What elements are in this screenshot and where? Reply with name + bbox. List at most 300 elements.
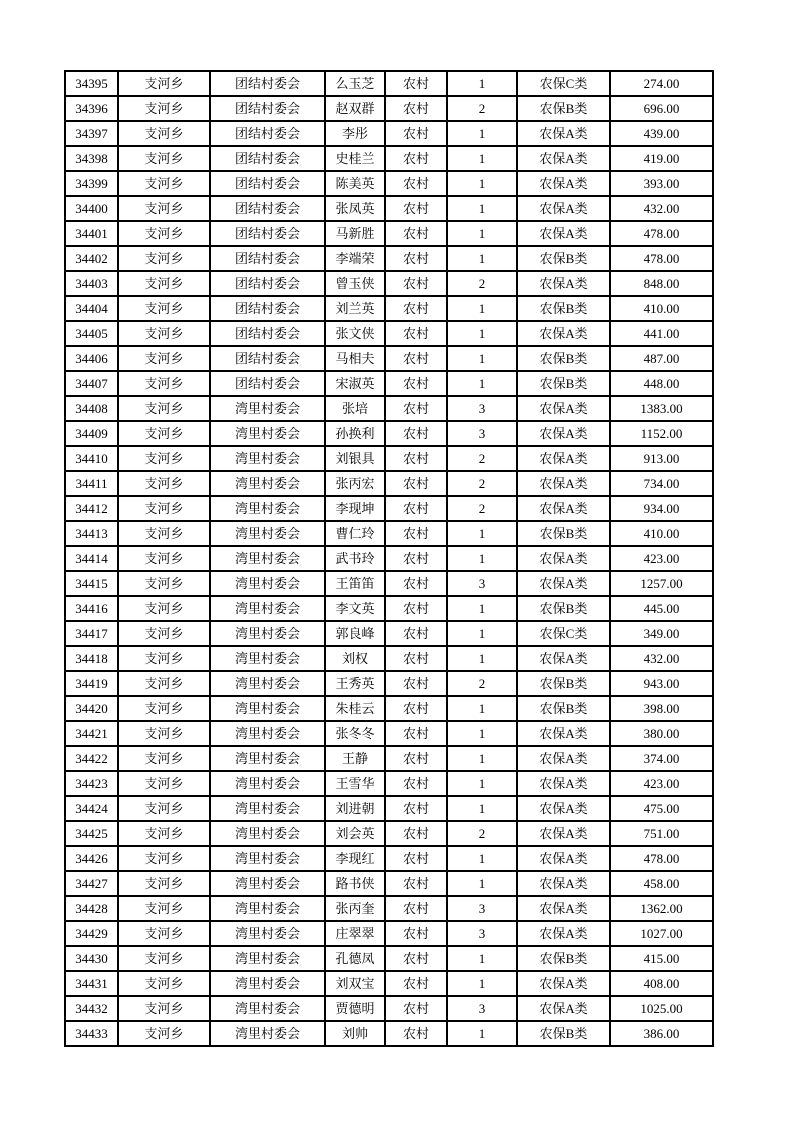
table-row (65, 321, 713, 346)
seq-cell: 34403 (65, 271, 118, 296)
table-row (65, 221, 713, 246)
seq-cell: 34396 (65, 96, 118, 121)
table-row (65, 521, 713, 546)
amount-cell: 1152.00 (610, 421, 713, 446)
seq-cell: 34431 (65, 971, 118, 996)
person-name-cell: 陈美英 (325, 171, 385, 196)
township-cell: 支河乡 (118, 421, 210, 446)
township-cell: 支河乡 (118, 546, 210, 571)
count-cell: 1 (447, 596, 517, 621)
seq-cell: 34399 (65, 171, 118, 196)
table-row (65, 696, 713, 721)
insurance-category-cell: 农保A类 (517, 421, 610, 446)
amount-cell: 848.00 (610, 271, 713, 296)
seq-cell: 34429 (65, 921, 118, 946)
residence-type-cell: 农村 (385, 296, 447, 321)
seq-cell: 34401 (65, 221, 118, 246)
township-cell: 支河乡 (118, 746, 210, 771)
person-name-cell: 张凤英 (325, 196, 385, 221)
amount-cell: 410.00 (610, 296, 713, 321)
table-row (65, 146, 713, 171)
table-row (65, 246, 713, 271)
amount-cell: 441.00 (610, 321, 713, 346)
village-committee-cell: 湾里村委会 (210, 421, 325, 446)
table-row (65, 1021, 713, 1046)
township-cell: 支河乡 (118, 396, 210, 421)
insurance-category-cell: 农保B类 (517, 596, 610, 621)
village-committee-cell: 团结村委会 (210, 171, 325, 196)
insurance-category-cell: 农保B类 (517, 696, 610, 721)
count-cell: 1 (447, 621, 517, 646)
amount-cell: 419.00 (610, 146, 713, 171)
table-row (65, 171, 713, 196)
count-cell: 3 (447, 996, 517, 1021)
count-cell: 2 (447, 496, 517, 521)
person-name-cell: 张培 (325, 396, 385, 421)
seq-cell: 34426 (65, 846, 118, 871)
amount-cell: 432.00 (610, 196, 713, 221)
village-committee-cell: 湾里村委会 (210, 446, 325, 471)
table-row (65, 421, 713, 446)
amount-cell: 751.00 (610, 821, 713, 846)
insurance-category-cell: 农保B类 (517, 1021, 610, 1046)
count-cell: 1 (447, 646, 517, 671)
insurance-category-cell: 农保A类 (517, 396, 610, 421)
count-cell: 1 (447, 871, 517, 896)
amount-cell: 374.00 (610, 746, 713, 771)
village-committee-cell: 湾里村委会 (210, 471, 325, 496)
township-cell: 支河乡 (118, 146, 210, 171)
residence-type-cell: 农村 (385, 446, 447, 471)
seq-cell: 34398 (65, 146, 118, 171)
insurance-category-cell: 农保A类 (517, 846, 610, 871)
person-name-cell: 史桂兰 (325, 146, 385, 171)
residence-type-cell: 农村 (385, 946, 447, 971)
residence-type-cell: 农村 (385, 421, 447, 446)
village-committee-cell: 团结村委会 (210, 246, 325, 271)
township-cell: 支河乡 (118, 221, 210, 246)
township-cell: 支河乡 (118, 946, 210, 971)
person-name-cell: 李彤 (325, 121, 385, 146)
amount-cell: 445.00 (610, 596, 713, 621)
residence-type-cell: 农村 (385, 696, 447, 721)
amount-cell: 734.00 (610, 471, 713, 496)
insurance-category-cell: 农保A类 (517, 496, 610, 521)
amount-cell: 1362.00 (610, 896, 713, 921)
person-name-cell: 李文英 (325, 596, 385, 621)
amount-cell: 415.00 (610, 946, 713, 971)
seq-cell: 34413 (65, 521, 118, 546)
seq-cell: 34411 (65, 471, 118, 496)
village-committee-cell: 湾里村委会 (210, 621, 325, 646)
person-name-cell: 曾玉侠 (325, 271, 385, 296)
seq-cell: 34422 (65, 746, 118, 771)
insurance-category-cell: 农保B类 (517, 96, 610, 121)
count-cell: 3 (447, 421, 517, 446)
amount-cell: 478.00 (610, 846, 713, 871)
table-row (65, 921, 713, 946)
count-cell: 2 (447, 471, 517, 496)
person-name-cell: 赵双群 (325, 96, 385, 121)
insurance-category-cell: 农保A类 (517, 646, 610, 671)
residence-type-cell: 农村 (385, 571, 447, 596)
person-name-cell: 庄翠翠 (325, 921, 385, 946)
residence-type-cell: 农村 (385, 1021, 447, 1046)
amount-cell: 934.00 (610, 496, 713, 521)
residence-type-cell: 农村 (385, 646, 447, 671)
count-cell: 1 (447, 546, 517, 571)
table-row (65, 721, 713, 746)
township-cell: 支河乡 (118, 121, 210, 146)
insurance-category-cell: 农保A类 (517, 996, 610, 1021)
residence-type-cell: 农村 (385, 921, 447, 946)
table-row (65, 496, 713, 521)
person-name-cell: 马新胜 (325, 221, 385, 246)
village-committee-cell: 湾里村委会 (210, 546, 325, 571)
table-row (65, 471, 713, 496)
township-cell: 支河乡 (118, 671, 210, 696)
person-name-cell: 么玉芝 (325, 71, 385, 96)
amount-cell: 1257.00 (610, 571, 713, 596)
township-cell: 支河乡 (118, 646, 210, 671)
person-name-cell: 刘双宝 (325, 971, 385, 996)
insurance-category-cell: 农保A类 (517, 896, 610, 921)
pension-roster-table (64, 70, 714, 1047)
seq-cell: 34415 (65, 571, 118, 596)
person-name-cell: 孙换利 (325, 421, 385, 446)
township-cell: 支河乡 (118, 96, 210, 121)
insurance-category-cell: 农保A类 (517, 871, 610, 896)
township-cell: 支河乡 (118, 971, 210, 996)
township-cell: 支河乡 (118, 296, 210, 321)
residence-type-cell: 农村 (385, 546, 447, 571)
village-committee-cell: 团结村委会 (210, 346, 325, 371)
count-cell: 3 (447, 896, 517, 921)
residence-type-cell: 农村 (385, 996, 447, 1021)
seq-cell: 34395 (65, 71, 118, 96)
table-row (65, 671, 713, 696)
count-cell: 1 (447, 121, 517, 146)
person-name-cell: 李现红 (325, 846, 385, 871)
residence-type-cell: 农村 (385, 321, 447, 346)
count-cell: 1 (447, 171, 517, 196)
village-committee-cell: 团结村委会 (210, 71, 325, 96)
person-name-cell: 孔德凤 (325, 946, 385, 971)
village-committee-cell: 湾里村委会 (210, 846, 325, 871)
township-cell: 支河乡 (118, 996, 210, 1021)
insurance-category-cell: 农保C类 (517, 71, 610, 96)
person-name-cell: 王秀英 (325, 671, 385, 696)
amount-cell: 696.00 (610, 96, 713, 121)
amount-cell: 439.00 (610, 121, 713, 146)
amount-cell: 1025.00 (610, 996, 713, 1021)
count-cell: 1 (447, 71, 517, 96)
village-committee-cell: 湾里村委会 (210, 696, 325, 721)
count-cell: 1 (447, 196, 517, 221)
table-row (65, 546, 713, 571)
person-name-cell: 刘兰英 (325, 296, 385, 321)
count-cell: 1 (447, 346, 517, 371)
residence-type-cell: 农村 (385, 746, 447, 771)
residence-type-cell: 农村 (385, 621, 447, 646)
insurance-category-cell: 农保B类 (517, 521, 610, 546)
village-committee-cell: 团结村委会 (210, 371, 325, 396)
residence-type-cell: 农村 (385, 371, 447, 396)
amount-cell: 1383.00 (610, 396, 713, 421)
person-name-cell: 王雪华 (325, 771, 385, 796)
table-row (65, 946, 713, 971)
amount-cell: 478.00 (610, 246, 713, 271)
count-cell: 1 (447, 296, 517, 321)
table-row (65, 121, 713, 146)
village-committee-cell: 湾里村委会 (210, 646, 325, 671)
insurance-category-cell: 农保A类 (517, 571, 610, 596)
seq-cell: 34400 (65, 196, 118, 221)
insurance-category-cell: 农保B类 (517, 296, 610, 321)
township-cell: 支河乡 (118, 321, 210, 346)
amount-cell: 913.00 (610, 446, 713, 471)
person-name-cell: 刘进朝 (325, 796, 385, 821)
amount-cell: 448.00 (610, 371, 713, 396)
village-committee-cell: 团结村委会 (210, 96, 325, 121)
person-name-cell: 王静 (325, 746, 385, 771)
village-committee-cell: 团结村委会 (210, 146, 325, 171)
residence-type-cell: 农村 (385, 796, 447, 821)
township-cell: 支河乡 (118, 771, 210, 796)
amount-cell: 423.00 (610, 546, 713, 571)
township-cell: 支河乡 (118, 521, 210, 546)
insurance-category-cell: 农保A类 (517, 821, 610, 846)
village-committee-cell: 团结村委会 (210, 296, 325, 321)
person-name-cell: 刘银具 (325, 446, 385, 471)
table-row (65, 346, 713, 371)
amount-cell: 393.00 (610, 171, 713, 196)
insurance-category-cell: 农保A类 (517, 921, 610, 946)
township-cell: 支河乡 (118, 446, 210, 471)
count-cell: 1 (447, 971, 517, 996)
amount-cell: 475.00 (610, 796, 713, 821)
table-row (65, 771, 713, 796)
seq-cell: 34406 (65, 346, 118, 371)
seq-cell: 34402 (65, 246, 118, 271)
residence-type-cell: 农村 (385, 971, 447, 996)
village-committee-cell: 湾里村委会 (210, 921, 325, 946)
residence-type-cell: 农村 (385, 496, 447, 521)
village-committee-cell: 湾里村委会 (210, 396, 325, 421)
count-cell: 1 (447, 146, 517, 171)
insurance-category-cell: 农保A类 (517, 321, 610, 346)
residence-type-cell: 农村 (385, 146, 447, 171)
residence-type-cell: 农村 (385, 396, 447, 421)
count-cell: 3 (447, 396, 517, 421)
insurance-category-cell: 农保A类 (517, 171, 610, 196)
township-cell: 支河乡 (118, 246, 210, 271)
residence-type-cell: 农村 (385, 671, 447, 696)
township-cell: 支河乡 (118, 621, 210, 646)
count-cell: 1 (447, 746, 517, 771)
insurance-category-cell: 农保A类 (517, 746, 610, 771)
village-committee-cell: 湾里村委会 (210, 496, 325, 521)
township-cell: 支河乡 (118, 821, 210, 846)
seq-cell: 34423 (65, 771, 118, 796)
township-cell: 支河乡 (118, 346, 210, 371)
amount-cell: 487.00 (610, 346, 713, 371)
count-cell: 2 (447, 821, 517, 846)
residence-type-cell: 农村 (385, 846, 447, 871)
count-cell: 1 (447, 846, 517, 871)
roster-table-body (65, 71, 713, 1046)
table-row (65, 746, 713, 771)
seq-cell: 34428 (65, 896, 118, 921)
residence-type-cell: 农村 (385, 821, 447, 846)
seq-cell: 34417 (65, 621, 118, 646)
amount-cell: 943.00 (610, 671, 713, 696)
insurance-category-cell: 农保A类 (517, 471, 610, 496)
insurance-category-cell: 农保A类 (517, 971, 610, 996)
count-cell: 2 (447, 446, 517, 471)
person-name-cell: 郭良峰 (325, 621, 385, 646)
township-cell: 支河乡 (118, 371, 210, 396)
count-cell: 2 (447, 271, 517, 296)
residence-type-cell: 农村 (385, 271, 447, 296)
person-name-cell: 宋淑英 (325, 371, 385, 396)
count-cell: 1 (447, 796, 517, 821)
seq-cell: 34418 (65, 646, 118, 671)
village-committee-cell: 湾里村委会 (210, 771, 325, 796)
seq-cell: 34432 (65, 996, 118, 1021)
township-cell: 支河乡 (118, 596, 210, 621)
residence-type-cell: 农村 (385, 721, 447, 746)
township-cell: 支河乡 (118, 196, 210, 221)
insurance-category-cell: 农保A类 (517, 146, 610, 171)
amount-cell: 423.00 (610, 771, 713, 796)
village-committee-cell: 湾里村委会 (210, 571, 325, 596)
residence-type-cell: 农村 (385, 121, 447, 146)
seq-cell: 34414 (65, 546, 118, 571)
amount-cell: 410.00 (610, 521, 713, 546)
seq-cell: 34416 (65, 596, 118, 621)
township-cell: 支河乡 (118, 846, 210, 871)
seq-cell: 34404 (65, 296, 118, 321)
seq-cell: 34397 (65, 121, 118, 146)
residence-type-cell: 农村 (385, 96, 447, 121)
township-cell: 支河乡 (118, 696, 210, 721)
person-name-cell: 张冬冬 (325, 721, 385, 746)
insurance-category-cell: 农保A类 (517, 446, 610, 471)
seq-cell: 34427 (65, 871, 118, 896)
insurance-category-cell: 农保A类 (517, 721, 610, 746)
residence-type-cell: 农村 (385, 346, 447, 371)
person-name-cell: 贾德明 (325, 996, 385, 1021)
township-cell: 支河乡 (118, 796, 210, 821)
seq-cell: 34419 (65, 671, 118, 696)
table-row (65, 96, 713, 121)
village-committee-cell: 湾里村委会 (210, 971, 325, 996)
village-committee-cell: 团结村委会 (210, 271, 325, 296)
count-cell: 2 (447, 671, 517, 696)
amount-cell: 386.00 (610, 1021, 713, 1046)
count-cell: 3 (447, 571, 517, 596)
village-committee-cell: 湾里村委会 (210, 821, 325, 846)
residence-type-cell: 农村 (385, 596, 447, 621)
village-committee-cell: 湾里村委会 (210, 746, 325, 771)
count-cell: 1 (447, 946, 517, 971)
count-cell: 1 (447, 1021, 517, 1046)
person-name-cell: 曹仁玲 (325, 521, 385, 546)
person-name-cell: 张丙奎 (325, 896, 385, 921)
seq-cell: 34405 (65, 321, 118, 346)
person-name-cell: 刘会英 (325, 821, 385, 846)
count-cell: 1 (447, 246, 517, 271)
seq-cell: 34408 (65, 396, 118, 421)
amount-cell: 458.00 (610, 871, 713, 896)
amount-cell: 380.00 (610, 721, 713, 746)
table-row (65, 196, 713, 221)
seq-cell: 34430 (65, 946, 118, 971)
table-row (65, 896, 713, 921)
person-name-cell: 朱桂云 (325, 696, 385, 721)
table-row (65, 446, 713, 471)
village-committee-cell: 湾里村委会 (210, 796, 325, 821)
township-cell: 支河乡 (118, 496, 210, 521)
township-cell: 支河乡 (118, 71, 210, 96)
insurance-category-cell: 农保A类 (517, 221, 610, 246)
township-cell: 支河乡 (118, 171, 210, 196)
insurance-category-cell: 农保A类 (517, 546, 610, 571)
seq-cell: 34407 (65, 371, 118, 396)
insurance-category-cell: 农保A类 (517, 121, 610, 146)
table-row (65, 596, 713, 621)
insurance-category-cell: 农保C类 (517, 621, 610, 646)
count-cell: 1 (447, 696, 517, 721)
village-committee-cell: 湾里村委会 (210, 996, 325, 1021)
township-cell: 支河乡 (118, 721, 210, 746)
person-name-cell: 李端荣 (325, 246, 385, 271)
village-committee-cell: 湾里村委会 (210, 596, 325, 621)
insurance-category-cell: 农保A类 (517, 196, 610, 221)
village-committee-cell: 湾里村委会 (210, 871, 325, 896)
township-cell: 支河乡 (118, 271, 210, 296)
table-row (65, 796, 713, 821)
village-committee-cell: 湾里村委会 (210, 521, 325, 546)
insurance-category-cell: 农保B类 (517, 246, 610, 271)
residence-type-cell: 农村 (385, 521, 447, 546)
residence-type-cell: 农村 (385, 196, 447, 221)
seq-cell: 34424 (65, 796, 118, 821)
village-committee-cell: 团结村委会 (210, 121, 325, 146)
township-cell: 支河乡 (118, 1021, 210, 1046)
insurance-category-cell: 农保A类 (517, 271, 610, 296)
table-row (65, 371, 713, 396)
seq-cell: 34433 (65, 1021, 118, 1046)
insurance-category-cell: 农保A类 (517, 796, 610, 821)
residence-type-cell: 农村 (385, 896, 447, 921)
table-row (65, 846, 713, 871)
person-name-cell: 武书玲 (325, 546, 385, 571)
count-cell: 2 (447, 96, 517, 121)
seq-cell: 34409 (65, 421, 118, 446)
person-name-cell: 路书侠 (325, 871, 385, 896)
table-row (65, 396, 713, 421)
table-row (65, 271, 713, 296)
table-row (65, 71, 713, 96)
table-row (65, 646, 713, 671)
village-committee-cell: 湾里村委会 (210, 721, 325, 746)
table-row (65, 996, 713, 1021)
count-cell: 1 (447, 321, 517, 346)
count-cell: 1 (447, 521, 517, 546)
residence-type-cell: 农村 (385, 71, 447, 96)
